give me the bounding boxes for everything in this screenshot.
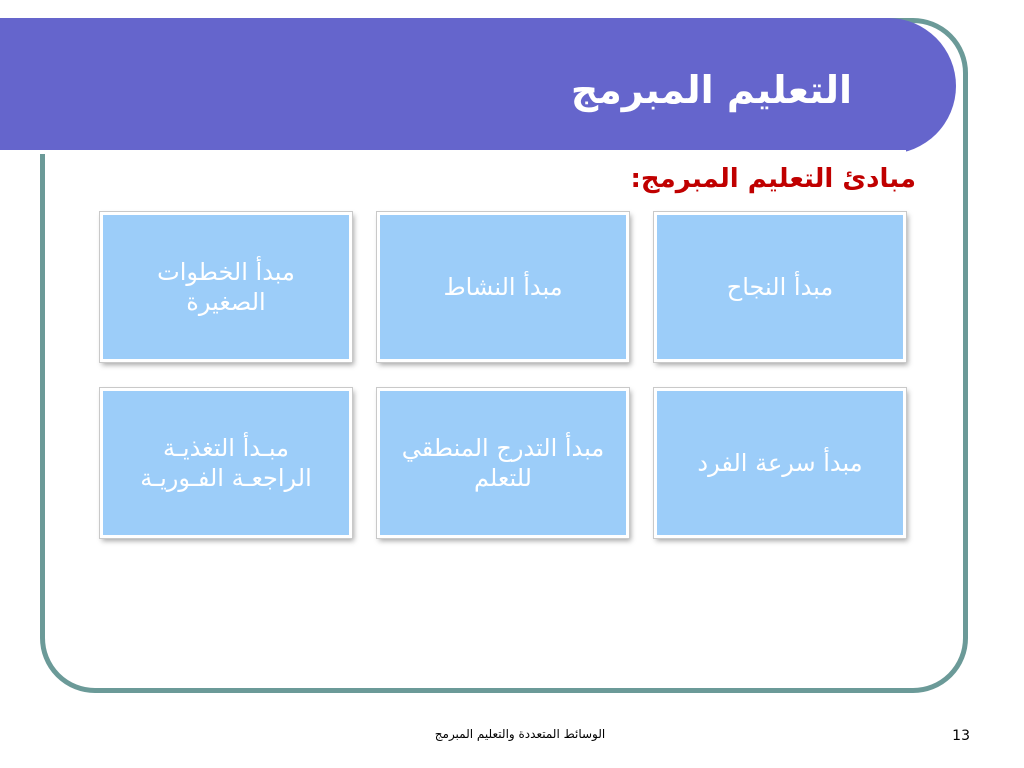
card-principle-self-pacing <box>654 388 906 538</box>
slide-subtitle: مبادئ التعليم المبرمج: <box>630 164 916 194</box>
principles-grid <box>100 212 906 542</box>
card-principle-activity <box>377 212 629 362</box>
card-label: مبدأ النجاح <box>726 273 834 301</box>
card-principle-immediate-feedback <box>100 388 352 538</box>
card-label: مبدأ الخطوات الصغيرة <box>157 258 295 316</box>
card-label: مبدأ التدرج المنطقي للتعلم <box>401 434 605 492</box>
slide-footer: الوسائط المتعددة والتعليم المبرمج <box>434 727 606 741</box>
slide-title: التعليم المبرمج <box>570 68 852 112</box>
card-label: مبدأ سرعة الفرد <box>697 449 863 477</box>
card-label: مبدأ النشاط <box>443 273 563 301</box>
title-underline <box>0 150 906 154</box>
title-banner <box>0 18 956 154</box>
card-principle-small-steps <box>100 212 352 362</box>
card-principle-success <box>654 212 906 362</box>
card-principle-logical-sequencing <box>377 388 629 538</box>
page-number: 13 <box>952 728 970 744</box>
card-label: مبـدأ التغذيـة الراجعـة الفـوريـة <box>140 434 312 492</box>
